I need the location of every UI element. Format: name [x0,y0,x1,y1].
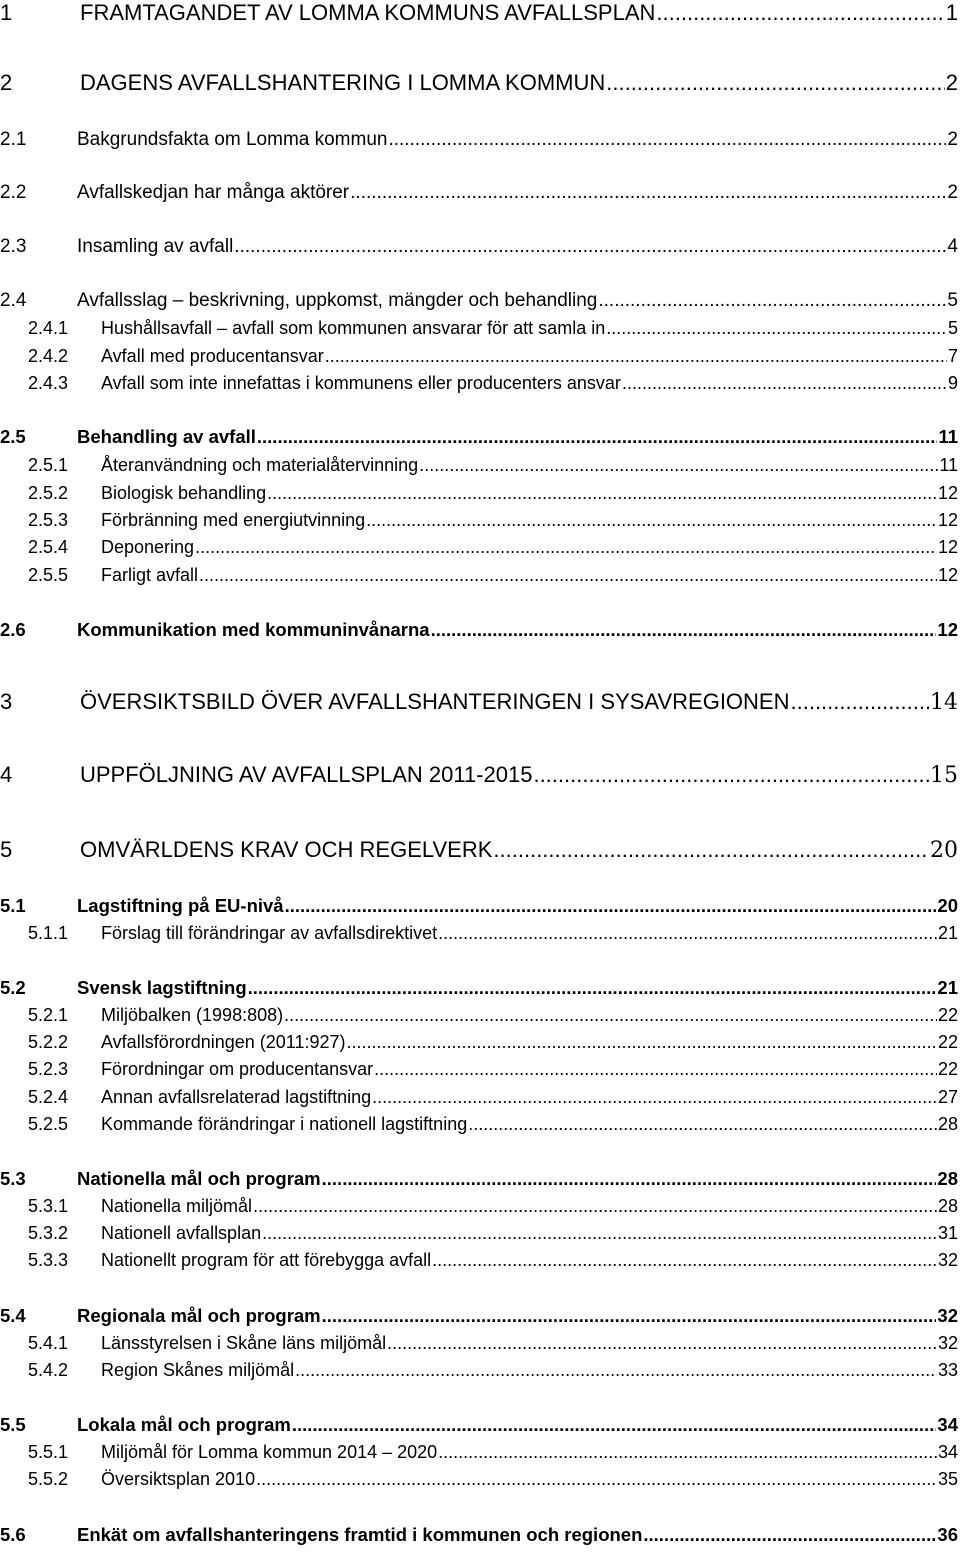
toc-title: Region Skånes miljömål [101,1360,295,1380]
toc-title: Kommunikation med kommuninvånarna [77,619,430,640]
toc-leader [493,837,929,863]
toc-title: ÖVERSIKTSBILD ÖVER AVFALLSHANTERINGEN I SYSAVREGIONEN [80,689,790,714]
toc-entry[interactable] [0,1059,958,1080]
toc-page: 12 [937,483,958,503]
toc-entry[interactable] [0,1469,958,1490]
toc-number: 5.4 [0,1305,26,1326]
toc-entry[interactable] [0,346,958,367]
toc-entry[interactable] [0,923,958,944]
toc-entry[interactable] [0,837,958,863]
toc-number: 2.4 [0,290,27,311]
toc-entry[interactable] [0,1250,958,1271]
toc-title: Insamling av avfall [77,236,234,257]
toc-title: Nationell avfallsplan [101,1223,262,1243]
toc-title: Biologisk behandling [101,483,267,503]
toc-title: Avfallsförordningen (2011:927) [101,1032,346,1052]
toc-number: 2.1 [0,129,27,150]
toc-page: 4 [947,236,958,257]
toc-title: Nationella mål och program [77,1168,321,1189]
toc-number: 5.3 [0,1168,26,1189]
toc-page: 36 [937,1524,958,1545]
toc-leader [387,1333,937,1354]
toc-entry[interactable] [0,1168,958,1190]
toc-title: Återanvändning och materialåtervinning [101,455,419,475]
toc-number: 5.2.4 [28,1087,69,1107]
toc-leader [267,483,937,504]
toc-title: Länsstyrelsen i Skåne läns miljömål [101,1333,387,1353]
toc-number: 5.3.2 [28,1223,69,1243]
toc-title: Förbränning med energiutvinning [101,510,366,530]
toc-leader [199,565,937,586]
toc-title: Avfallsslag – beskrivning, uppkomst, mängder och behandling [77,290,598,311]
toc-title: Förordningar om producentansvar [101,1059,374,1079]
toc-title: Miljöbalken (1998:808) [101,1005,284,1025]
toc-page: 12 [937,565,958,585]
toc-page: 32 [937,1305,958,1326]
toc-number: 5.4.1 [28,1333,69,1353]
toc-page: 15 [930,763,958,788]
toc-page: 5 [947,290,958,311]
toc-number: 5.1.1 [28,923,69,943]
toc-number: 5.3.1 [28,1196,69,1216]
toc-leader [643,1524,936,1546]
toc-number: 2.4.1 [28,318,69,338]
toc-leader [295,1360,937,1381]
toc-title: Bakgrundsfakta om Lomma kommun [77,129,388,150]
toc-number: 2.5.2 [28,483,69,503]
toc-title: Nationellt program för att förebygga avfall [101,1250,432,1270]
toc-title: OMVÄRLDENS KRAV OCH REGELVERK [80,837,493,862]
toc-leader [468,1114,937,1135]
toc-title: Farligt avfall [101,565,199,585]
toc-title: UPPFÖLJNING AV AVFALLSPLAN 2011-2015 [80,762,533,787]
toc-number: 2.3 [0,236,27,257]
toc-page: 33 [937,1360,958,1380]
toc-leader [347,1032,937,1053]
toc-page: 35 [937,1469,958,1489]
toc-number: 5.2 [0,977,26,998]
toc-leader [438,923,937,944]
toc-leader [791,689,930,715]
toc-number: 3 [0,689,13,714]
toc-title: Avfallskedjan har många aktörer [77,182,350,203]
toc-entry[interactable] [0,182,958,204]
toc-number: 2.5.1 [28,455,69,475]
toc-entry[interactable] [0,1305,958,1327]
toc-leader [257,426,938,448]
toc-entry[interactable] [0,1223,958,1244]
toc-entry[interactable] [0,1333,958,1354]
toc-leader [431,619,937,641]
toc-entry[interactable] [0,1360,958,1381]
toc-title: Avfall som inte innefattas i kommunens eller producenters ansvar [101,373,621,393]
toc-page: 11 [938,426,958,447]
toc-title: Kommande förändringar i nationell lagstiftning [101,1114,468,1134]
toc-page: 20 [937,895,958,916]
toc-leader [284,1005,937,1026]
toc-title: Lagstiftning på EU-nivå [77,895,284,916]
toc-number: 2.5.4 [28,537,69,557]
toc-number: 4 [0,762,13,787]
toc-leader [350,182,946,204]
toc-leader [432,1250,937,1271]
toc-leader [372,1087,937,1108]
toc-title: Översiktsplan 2010 [101,1469,256,1489]
toc-page: 20 [930,838,958,863]
toc-page: 12 [937,510,958,530]
toc-page: 31 [937,1223,958,1243]
toc-number: 5 [0,837,13,862]
toc-page: 7 [947,346,958,366]
toc-title: Annan avfallsrelaterad lagstiftning [101,1087,372,1107]
toc-page: 22 [937,1059,958,1079]
toc-leader [285,895,937,917]
toc-page: 28 [937,1114,958,1134]
toc-number: 5.6 [0,1524,26,1545]
toc-page: 32 [937,1250,958,1270]
toc-title: Hushållsavfall – avfall som kommunen ansvarar för att samla in [101,318,606,338]
toc-title: Deponering [101,537,195,557]
toc-entry[interactable] [0,1005,958,1026]
toc-number: 5.2.5 [28,1114,69,1134]
toc-entry[interactable] [0,1442,958,1463]
toc-entry[interactable] [0,290,958,312]
toc-number: 5.4.2 [28,1360,69,1380]
toc-page: 32 [937,1333,958,1353]
toc-number: 5.5.2 [28,1469,69,1489]
toc-number: 2.5.5 [28,565,69,585]
toc-number: 2.4.3 [28,373,69,393]
toc-page: 22 [937,1005,958,1025]
toc-title: FRAMTAGANDET AV LOMMA KOMMUNS AVFALLSPLAN [80,0,656,25]
toc-leader [656,0,944,26]
toc-title: Regionala mål och program [77,1305,321,1326]
toc-page: 9 [947,373,958,393]
toc-number: 5.2.2 [28,1032,69,1052]
toc-page: 21 [937,923,958,943]
toc-leader [438,1442,937,1463]
toc-leader [262,1223,937,1244]
toc-title: Avfall med producentansvar [101,346,324,366]
toc-leader [325,346,947,367]
toc-entry[interactable] [0,70,958,96]
toc-page: 21 [937,977,958,998]
toc-title: Nationella miljömål [101,1196,253,1216]
toc-entry[interactable] [0,373,958,394]
toc-number: 2.4.2 [28,346,69,366]
toc-leader [292,1414,937,1436]
toc-title: Lokala mål och program [77,1414,291,1435]
toc-number: 1 [0,0,13,25]
toc-entry[interactable] [0,1414,958,1436]
toc-entry[interactable] [0,1114,958,1135]
toc-page: 2 [945,70,958,95]
toc-entry[interactable] [0,977,958,999]
toc-entry[interactable] [0,537,958,558]
toc-number: 2 [0,70,13,95]
toc-number: 2.5.3 [28,510,69,530]
toc-title: Miljömål för Lomma kommun 2014 – 2020 [101,1442,438,1462]
toc-title: Enkät om avfallshanteringens framtid i kommunen och regionen [77,1524,643,1545]
toc-entry[interactable] [0,510,958,531]
toc-leader [598,290,946,312]
toc-entry[interactable] [0,426,958,448]
toc-number: 2.6 [0,619,26,640]
toc-leader [253,1196,937,1217]
toc-entry[interactable] [0,318,958,339]
toc-number: 2.2 [0,182,27,203]
toc-number: 2.5 [0,426,26,447]
toc-number: 5.2.3 [28,1059,69,1079]
toc-number: 5.5.1 [28,1442,69,1462]
toc-leader [606,70,945,96]
toc-page: 12 [937,619,958,640]
toc-entry[interactable] [0,689,958,715]
toc-leader [533,762,929,788]
toc-title: Behandling av avfall [77,426,256,447]
toc-entry[interactable] [0,129,958,151]
toc-page: 34 [937,1442,958,1462]
toc-leader [322,1168,937,1190]
toc-entry[interactable] [0,1196,958,1217]
toc-leader [256,1469,937,1490]
toc-page: 14 [930,690,958,715]
toc-leader [622,373,947,394]
toc-page: 12 [937,537,958,557]
toc-leader [195,537,937,558]
toc-number: 5.3.3 [28,1250,69,1270]
toc-entry[interactable] [0,1087,958,1108]
toc-leader [366,510,937,531]
toc-page: 27 [937,1087,958,1107]
toc-page: 2 [947,182,958,203]
toc-entry[interactable] [0,762,958,788]
toc-number: 5.2.1 [28,1005,69,1025]
toc-page: 28 [937,1196,958,1216]
toc-entry[interactable] [0,1524,958,1546]
toc-entry[interactable] [0,455,958,476]
toc-leader [606,318,947,339]
toc-entry[interactable] [0,565,958,586]
toc-entry[interactable] [0,895,958,917]
toc-title: Förslag till förändringar av avfallsdirektivet [101,923,438,943]
toc-page: 2 [947,129,958,150]
toc-leader [234,236,946,258]
toc-number: 5.1 [0,895,26,916]
toc-leader [248,977,937,999]
toc-entry[interactable] [0,0,958,26]
toc-page: 28 [937,1168,958,1189]
toc-entry[interactable] [0,483,958,504]
toc-leader [388,129,946,151]
toc-entry[interactable] [0,1032,958,1053]
toc-number: 5.5 [0,1414,26,1435]
toc-leader [374,1059,937,1080]
toc-page: 11 [939,455,958,475]
toc-page: 5 [947,318,958,338]
toc-page: 22 [937,1032,958,1052]
toc-leader [322,1305,937,1327]
toc-page: 34 [937,1414,958,1435]
toc-title: Svensk lagstiftning [77,977,247,998]
toc-entry[interactable] [0,236,958,258]
toc-title: DAGENS AVFALLSHANTERING I LOMMA KOMMUN [80,70,606,95]
toc-entry[interactable] [0,619,958,641]
toc-page: 1 [945,0,958,25]
toc-leader [419,455,938,476]
